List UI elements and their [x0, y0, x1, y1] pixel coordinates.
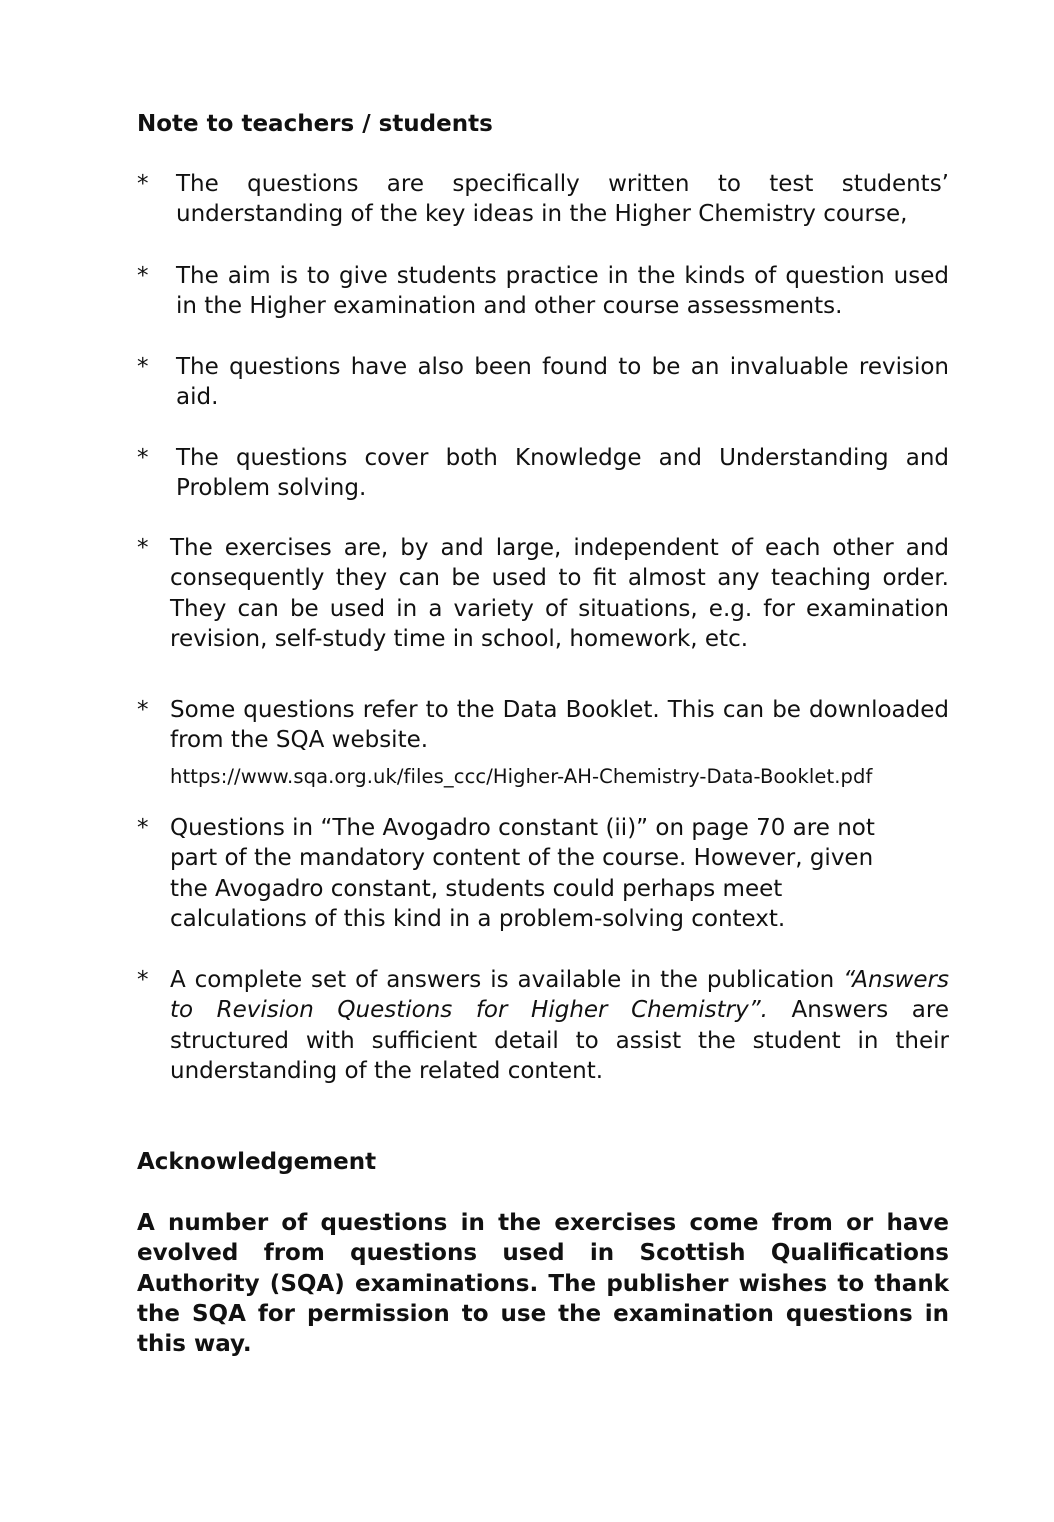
- answers-item-text: [170, 965, 949, 1086]
- bullet-marker: *: [137, 815, 149, 841]
- bullet-marker: *: [137, 535, 149, 561]
- bullet-marker: *: [137, 445, 149, 471]
- acknowledgement-heading: Acknowledgement: [137, 1149, 377, 1175]
- note-item-6: [137, 695, 949, 790]
- note-item-text: Questions in “The Avogadro constant (ii)” on page 70 are not part of the mandatory content of the course. However, given the Avogadro constant, students could perhaps meet calculations of this kind in a problem-solving context.: [170, 815, 875, 932]
- note-item-text: The questions have also been found to be an invaluable revision aid.: [176, 354, 949, 411]
- answers-text-pre: A complete set of answers is available in the publication: [170, 967, 844, 993]
- answers-text-post: Answers are structured with sufficient detail to assist the student in their understanding of the related content.: [170, 997, 949, 1084]
- note-item-7: [137, 813, 949, 934]
- bullet-marker: *: [137, 171, 149, 197]
- note-item-1: [137, 169, 949, 230]
- bullet-marker: *: [137, 263, 149, 289]
- note-item-text: Some questions refer to the Data Booklet. This can be downloaded from the SQA website.: [170, 697, 949, 754]
- note-item-8: [137, 965, 949, 1086]
- bullet-marker: *: [137, 697, 149, 723]
- bullet-marker: *: [137, 354, 149, 380]
- note-item-text: The aim is to give students practice in the kinds of question used in the Higher examination and other course assessments.: [176, 263, 949, 320]
- publication-title: “Answers to Revision Questions for Higher Chemistry”.: [170, 967, 949, 1024]
- note-item-text: The exercises are, by and large, independent of each other and consequently they can be used to fit almost any teaching order. They can be used in a variety of situations, e.g. for examination revision, self-study time in school, homework, etc.: [170, 535, 949, 652]
- note-heading: Note to teachers / students: [137, 111, 493, 137]
- note-item-3: [137, 352, 949, 413]
- note-item-5: [137, 533, 949, 654]
- note-item-4: [137, 443, 949, 504]
- note-item-text: The questions cover both Knowledge and Understanding and Problem solving.: [176, 445, 949, 502]
- note-item-2: [137, 261, 949, 322]
- acknowledgement-body: A number of questions in the exercises come from or have evolved from questions used in Scottish Qualifications Authority (SQA) examinations. The publisher wishes to thank the SQA for permission to use the examination questions in this way.: [137, 1210, 949, 1358]
- note-item-text: The questions are specifically written to test students’ understanding of the key ideas in the Higher Chemistry course,: [176, 171, 949, 228]
- bullet-marker: *: [137, 967, 149, 993]
- data-booklet-link[interactable]: https://www.sqa.org.uk/files_ccc/Higher-AH-Chemistry-Data-Booklet.pdf: [170, 764, 873, 788]
